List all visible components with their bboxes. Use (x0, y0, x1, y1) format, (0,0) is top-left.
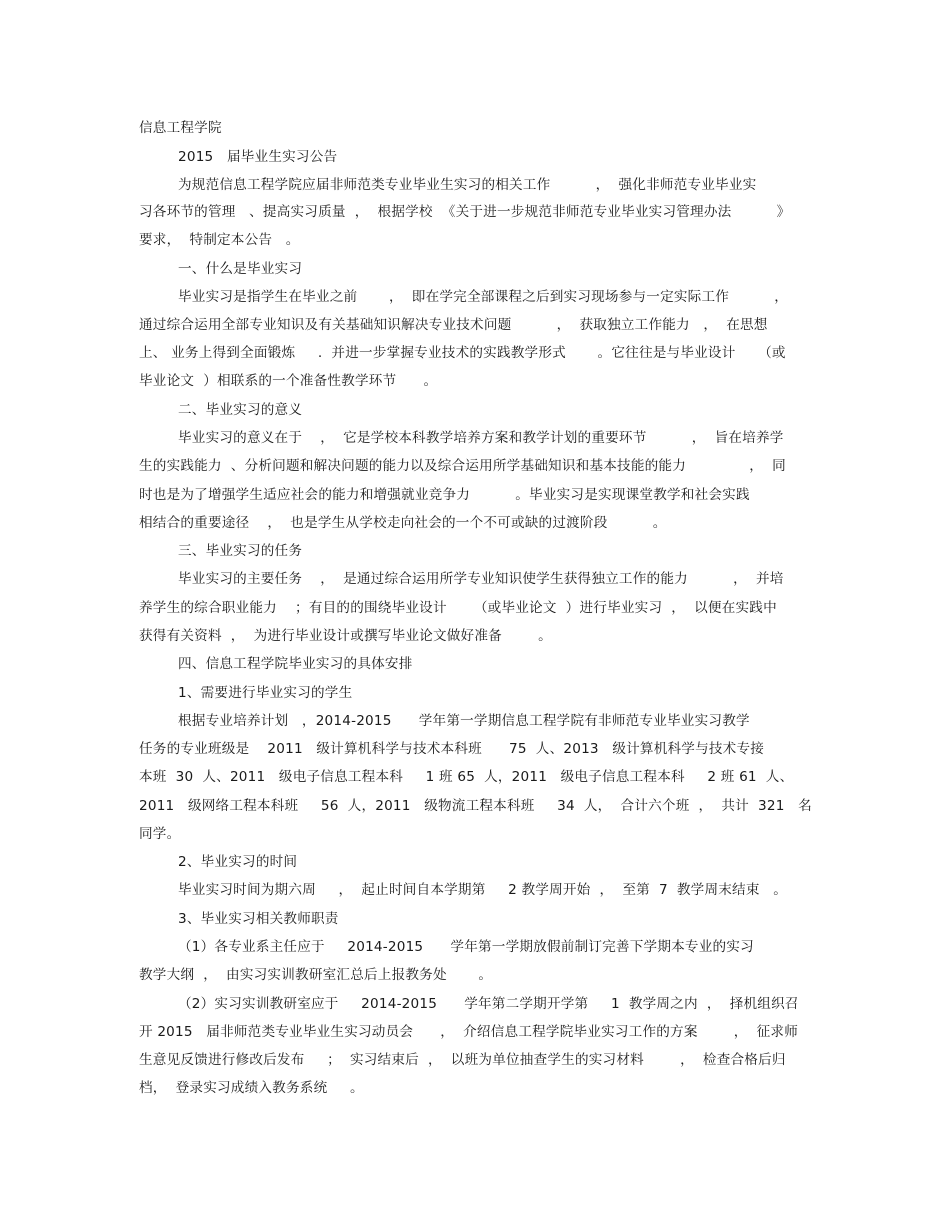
paragraph-line: 档， 登录实习成绩入教务系统 。 (139, 1080, 364, 1096)
paragraph-line: 习各环节的管理 、提高实习质量 ， 根据学校 《关于进一步规范非师范专业毕业实习管理办法 》 (139, 204, 791, 220)
school-name: 信息工程学院 (139, 120, 222, 136)
paragraph-line: 时也是为了增强学生适应社会的能力和增强就业竞争力 。毕业实习是实现课堂教学和社会实践 (139, 487, 750, 503)
paragraph-line: （2）实习实训教研室应于 2014-2015 学年第二学期开学第 1 教学周之内 ， 择机组织召 (178, 996, 799, 1012)
subsection-heading: 2、毕业实习的时间 (178, 854, 298, 870)
announcement-title: 2015 届毕业生实习公告 (178, 149, 338, 165)
paragraph-line: 毕业实习是指学生在毕业之前 ， 即在学完全部课程之后到实习现场参与一定实际工作 ， (178, 289, 789, 305)
paragraph-line: （1）各专业系主任应于 2014-2015 学年第一学期放假前制订完善下学期本专业的实习 (178, 939, 754, 955)
paragraph-line: 本班 30 人、2011 级电子信息工程本科 1 班 65 人，2011 级电子信息工程本科 2 班 61 人、 (139, 769, 794, 785)
paragraph-line: 开 2015 届非师范类专业毕业生实习动员会 ， 介绍信息工程学院毕业实习工作的方案 ， 征求师 (139, 1024, 799, 1040)
paragraph-line: 2011 级网络工程本科班 56 人，2011 级物流工程本科班 34 人， 合计六个班 ， 共计 321 名 (139, 798, 812, 814)
paragraph-line: 根据专业培养计划 ，2014-2015 学年第一学期信息工程学院有非师范专业毕业实习教学 (178, 713, 750, 729)
subsection-heading: 3、毕业实习相关教师职责 (178, 911, 339, 927)
paragraph-line: 同学。 (139, 826, 181, 842)
paragraph-line: 毕业实习时间为期六周 ， 起止时间自本学期第 2 教学周开始 ， 至第 7 教学周末结束 。 (178, 882, 787, 898)
paragraph-line: 毕业论文 ）相联系的一个准备性教学环节 。 (139, 373, 438, 389)
paragraph-line: 教学大纲 ， 由实习实训教研室汇总后上报教务处 。 (139, 967, 493, 983)
section-heading: 一、什么是毕业实习 (178, 261, 303, 277)
paragraph-line: 任务的专业班级是 2011 级计算机科学与技术本科班 75 人、2013 级计算机科学与技术专接 (139, 741, 765, 757)
paragraph-line: 获得有关资料 ， 为进行毕业设计或撰写毕业论文做好准备 。 (139, 628, 552, 644)
paragraph-line: 为规范信息工程学院应届非师范类专业毕业生实习的相关工作 ， 强化非师范专业毕业实 (178, 177, 757, 193)
paragraph-line: 毕业实习的意义在于 ， 它是学校本科教学培养方案和教学计划的重要环节 ， 旨在培养学 (178, 430, 784, 446)
paragraph-line: 生意见反馈进行修改后发布 ； 实习结束后 ， 以班为单位抽查学生的实习材料 ， 检查合格后归 (139, 1052, 786, 1068)
section-heading: 三、毕业实习的任务 (178, 543, 303, 559)
paragraph-line: 毕业实习的主要任务 ， 是通过综合运用所学专业知识使学生获得独立工作的能力 ， 并培 (178, 571, 784, 587)
paragraph-line: 生的实践能力 、分析问题和解决问题的能力以及综合运用所学基础知识和基本技能的能力 ， 同 (139, 458, 786, 474)
paragraph-line: 养学生的综合职业能力 ；有目的的围绕毕业设计 （或毕业论文 ）进行毕业实习 ， 以便在实践中 (139, 600, 777, 616)
section-heading: 四、信息工程学院毕业实习的具体安排 (178, 656, 413, 672)
section-heading: 二、毕业实习的意义 (178, 402, 303, 418)
paragraph-line: 上、 业务上得到全面锻炼 . 并进一步掌握专业技术的实践教学形式 。它往往是与毕业设计 （或 (139, 345, 786, 361)
subsection-heading: 1、需要进行毕业实习的学生 (178, 685, 353, 701)
paragraph-line: 通过综合运用全部专业知识及有关基础知识解决专业技术问题 ， 获取独立工作能力 ， 在思想 (139, 317, 768, 333)
paragraph-line: 相结合的重要途径 ， 也是学生从学校走向社会的一个不可或缺的过渡阶段 。 (139, 515, 667, 531)
paragraph-line: 要求， 特制定本公告 。 (139, 232, 300, 248)
